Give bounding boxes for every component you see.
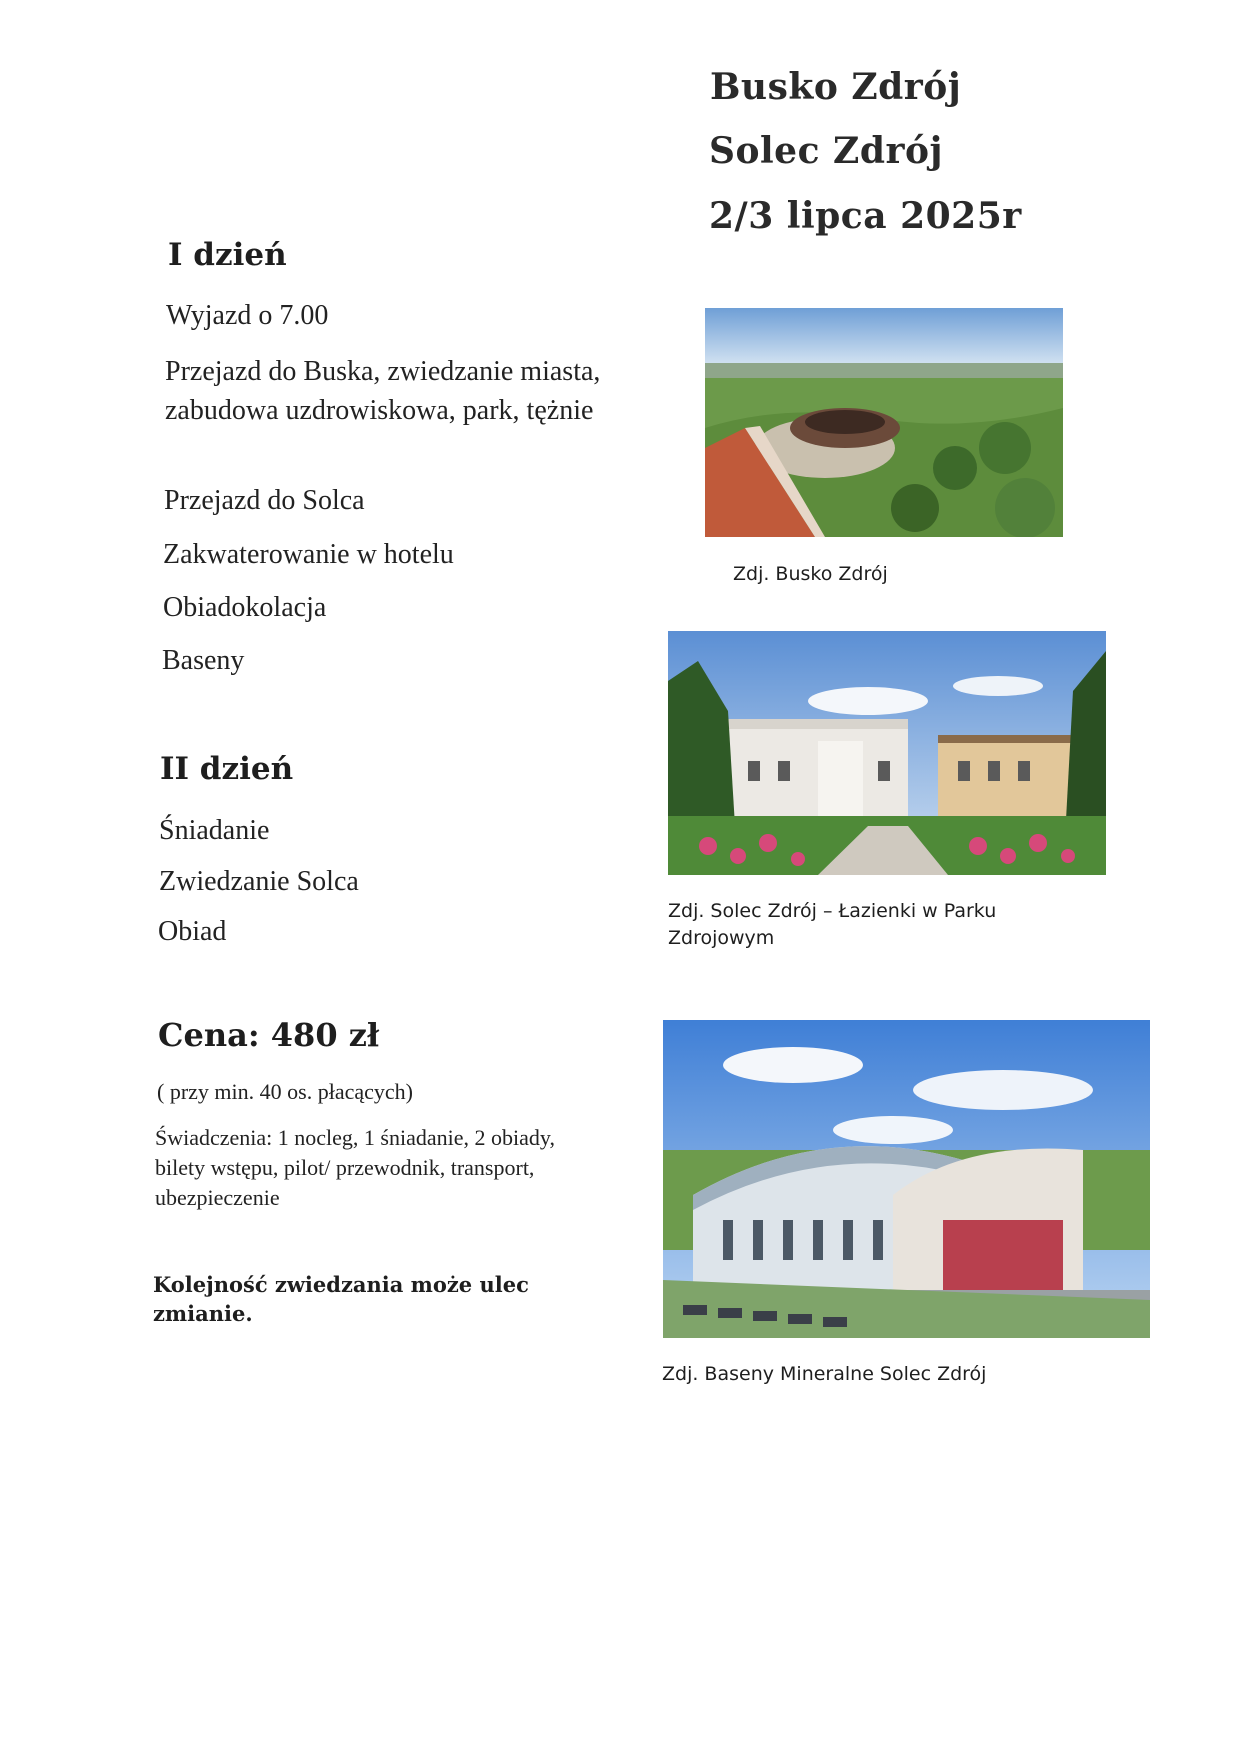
photo-busko (705, 308, 1063, 537)
schedule-note: Kolejność zwiedzania może ulec zmianie. (153, 1272, 529, 1326)
price-condition: ( przy min. 40 os. płacących) (157, 1079, 413, 1104)
caption-solec-lazienki: Zdj. Solec Zdrój – Łazienki w Parku Zdrojowym (668, 900, 997, 949)
photo-solec-lazienki (668, 631, 1106, 875)
day1-item-busko-tour: Przejazd do Buska, zwiedzanie miasta, zabudowa uzdrowiskowa, park, tężnie (165, 356, 601, 426)
trip-date: 2/3 lipca 2025r (709, 195, 1022, 237)
title-solec: Solec Zdrój (709, 130, 943, 172)
day2-heading: II dzień (160, 751, 294, 787)
day1-item-hotel: Zakwaterowanie w hotelu (163, 539, 454, 570)
day1-item-dinner: Obiadokolacja (163, 592, 327, 623)
caption-busko: Zdj. Busko Zdrój (733, 563, 888, 585)
day1-heading: I dzień (168, 237, 287, 273)
price-services: Świadczenia: 1 nocleg, 1 śniadanie, 2 obiady, bilety wstępu, pilot/ przewodnik, transport, ubezpieczenie (155, 1125, 555, 1210)
day2-item-lunch: Obiad (158, 916, 227, 947)
day2-item-breakfast: Śniadanie (159, 815, 270, 846)
day1-item-transfer: Przejazd do Solca (164, 485, 365, 516)
day1-item-departure: Wyjazd o 7.00 (166, 300, 329, 331)
caption-baseny: Zdj. Baseny Mineralne Solec Zdrój (662, 1363, 987, 1385)
title-busko: Busko Zdrój (710, 66, 962, 108)
photo-baseny (663, 1020, 1150, 1338)
price-heading: Cena: 480 zł (158, 1016, 380, 1054)
day2-item-solec-tour: Zwiedzanie Solca (159, 866, 359, 897)
day1-item-pools: Baseny (162, 645, 245, 676)
